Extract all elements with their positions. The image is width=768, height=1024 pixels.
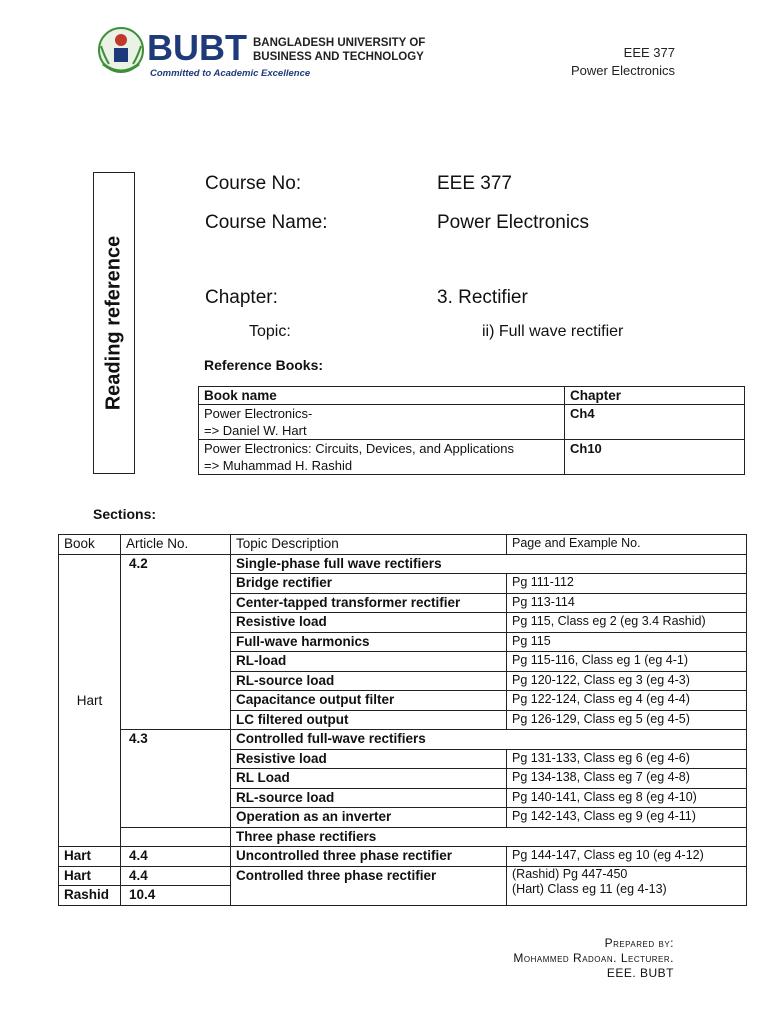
sections-header-row [59,535,747,555]
page-cell: Pg 115-116, Class eg 1 (eg 4-1) [507,652,747,672]
page-col-header: Page and Example No. [507,535,747,555]
article-cell: 4.4 [121,847,231,867]
article-cell: 4.2 [121,554,231,730]
reading-reference-label: Reading reference [102,235,125,411]
page-cell: Pg 122-124, Class eg 4 (eg 4-4) [507,691,747,711]
book-name-header: Book name [199,387,565,405]
topic-cell: Resistive load [231,749,507,769]
book-cell-rashid: Rashid [59,886,121,906]
page-cell: Pg 142-143, Class eg 9 (eg 4-11) [507,808,747,828]
topic-cell: Single-phase full wave rectifiers [231,554,747,574]
page-cell: Pg 115 [507,632,747,652]
article-col-header: Article No. [121,535,231,555]
reference-row [199,405,745,440]
prepared-by [513,936,674,981]
book-title: Power Electronics: Circuits, Devices, and Applications [204,441,514,456]
topic-label: Topic: [249,323,291,340]
prepared-by-name: Mohammed Radoan. Lecturer. [513,951,674,965]
page-cell: Pg 126-129, Class eg 5 (eg 4-5) [507,710,747,730]
header-course-title: Power Electronics [570,63,675,78]
page-cell: Pg 134-138, Class eg 7 (eg 4-8) [507,769,747,789]
university-name [253,36,425,64]
book-cell-hart: Hart [59,866,121,886]
book-name-cell [199,440,565,475]
table-row [59,730,747,750]
chapter-label: Chapter: [205,287,278,308]
reading-reference-box [93,172,135,474]
book-name-cell [199,405,565,440]
topic-cell: Three phase rectifiers [231,827,747,847]
course-no-label: Course No: [205,173,302,194]
topic-cell: Uncontrolled three phase rectifier [231,847,507,867]
book-col-header: Book [59,535,121,555]
page-cell: Pg 111-112 [507,574,747,594]
topic-cell: RL-load [231,652,507,672]
page-cell: Pg 113-114 [507,593,747,613]
tagline: Committed to Academic Excellence [150,68,311,79]
topic-cell: Operation as an inverter [231,808,507,828]
article-cell: 4.4 [121,866,231,886]
topic-col-header: Topic Description [231,535,507,555]
page-cell: Pg 131-133, Class eg 6 (eg 4-6) [507,749,747,769]
chapter-value: 3. Rectifier [437,287,528,308]
chapter-header: Chapter [565,387,745,405]
page-cell [507,866,747,905]
course-name-label: Course Name: [205,212,328,233]
topic-value: ii) Full wave rectifier [482,323,624,340]
topic-cell: RL Load [231,769,507,789]
table-row [59,554,747,574]
page-cell: Pg 140-141, Class eg 8 (eg 4-10) [507,788,747,808]
topic-cell: Center-tapped transformer rectifier [231,593,507,613]
page-cell: Pg 144-147, Class eg 10 (eg 4-12) [507,847,747,867]
reference-books-heading: Reference Books: [204,357,324,373]
book-cell-hart: Hart [59,554,121,847]
topic-cell: Full-wave harmonics [231,632,507,652]
reference-table-header [199,387,745,405]
page-cell: Pg 120-122, Class eg 3 (eg 4-3) [507,671,747,691]
sections-table [58,534,747,906]
table-row [59,866,747,886]
table-row [59,827,747,847]
bubt-emblem-icon [95,24,147,80]
sections-heading: Sections: [93,506,157,522]
university-name-line2: BUSINESS AND TECHNOLOGY [253,51,424,63]
book-author: => Muhammad H. Rashid [204,458,353,473]
page-cell-line1: (Rashid) Pg 447-450 [512,866,628,881]
course-no-value: EEE 377 [437,173,512,194]
topic-cell: RL-source load [231,671,507,691]
page-cell-line2: (Hart) Class eg 11 (eg 4-13) [512,881,667,896]
topic-cell: Capacitance output filter [231,691,507,711]
book-cell-hart: Hart [59,847,121,867]
book-title: Power Electronics- [204,406,313,421]
topic-cell: RL-source load [231,788,507,808]
book-chapter-cell: Ch4 [565,405,745,440]
book-author: => Daniel W. Hart [204,423,307,438]
header-course [571,44,675,80]
article-cell: 4.3 [121,730,231,828]
university-name-line1: BANGLADESH UNIVERSITY OF [253,37,426,49]
course-name-value: Power Electronics [437,212,590,233]
header-course-code: EEE 377 [623,45,675,60]
book-chapter-cell: Ch10 [565,440,745,475]
topic-cell: LC filtered output [231,710,507,730]
logo-text: BUBT [147,27,247,68]
reference-row [199,440,745,475]
topic-cell: Controlled full-wave rectifiers [231,730,747,750]
prepared-by-label: Prepared by: [604,936,674,950]
page-cell: Pg 115, Class eg 2 (eg 3.4 Rashid) [507,613,747,633]
table-row [59,847,747,867]
prepared-by-dept: EEE. BUBT [606,966,674,980]
topic-cell: Resistive load [231,613,507,633]
article-cell: 10.4 [121,886,231,906]
reference-books-table [198,386,745,475]
topic-cell: Bridge rectifier [231,574,507,594]
topic-cell: Controlled three phase rectifier [231,866,507,905]
university-logo [95,24,435,84]
article-cell-empty [121,827,231,847]
